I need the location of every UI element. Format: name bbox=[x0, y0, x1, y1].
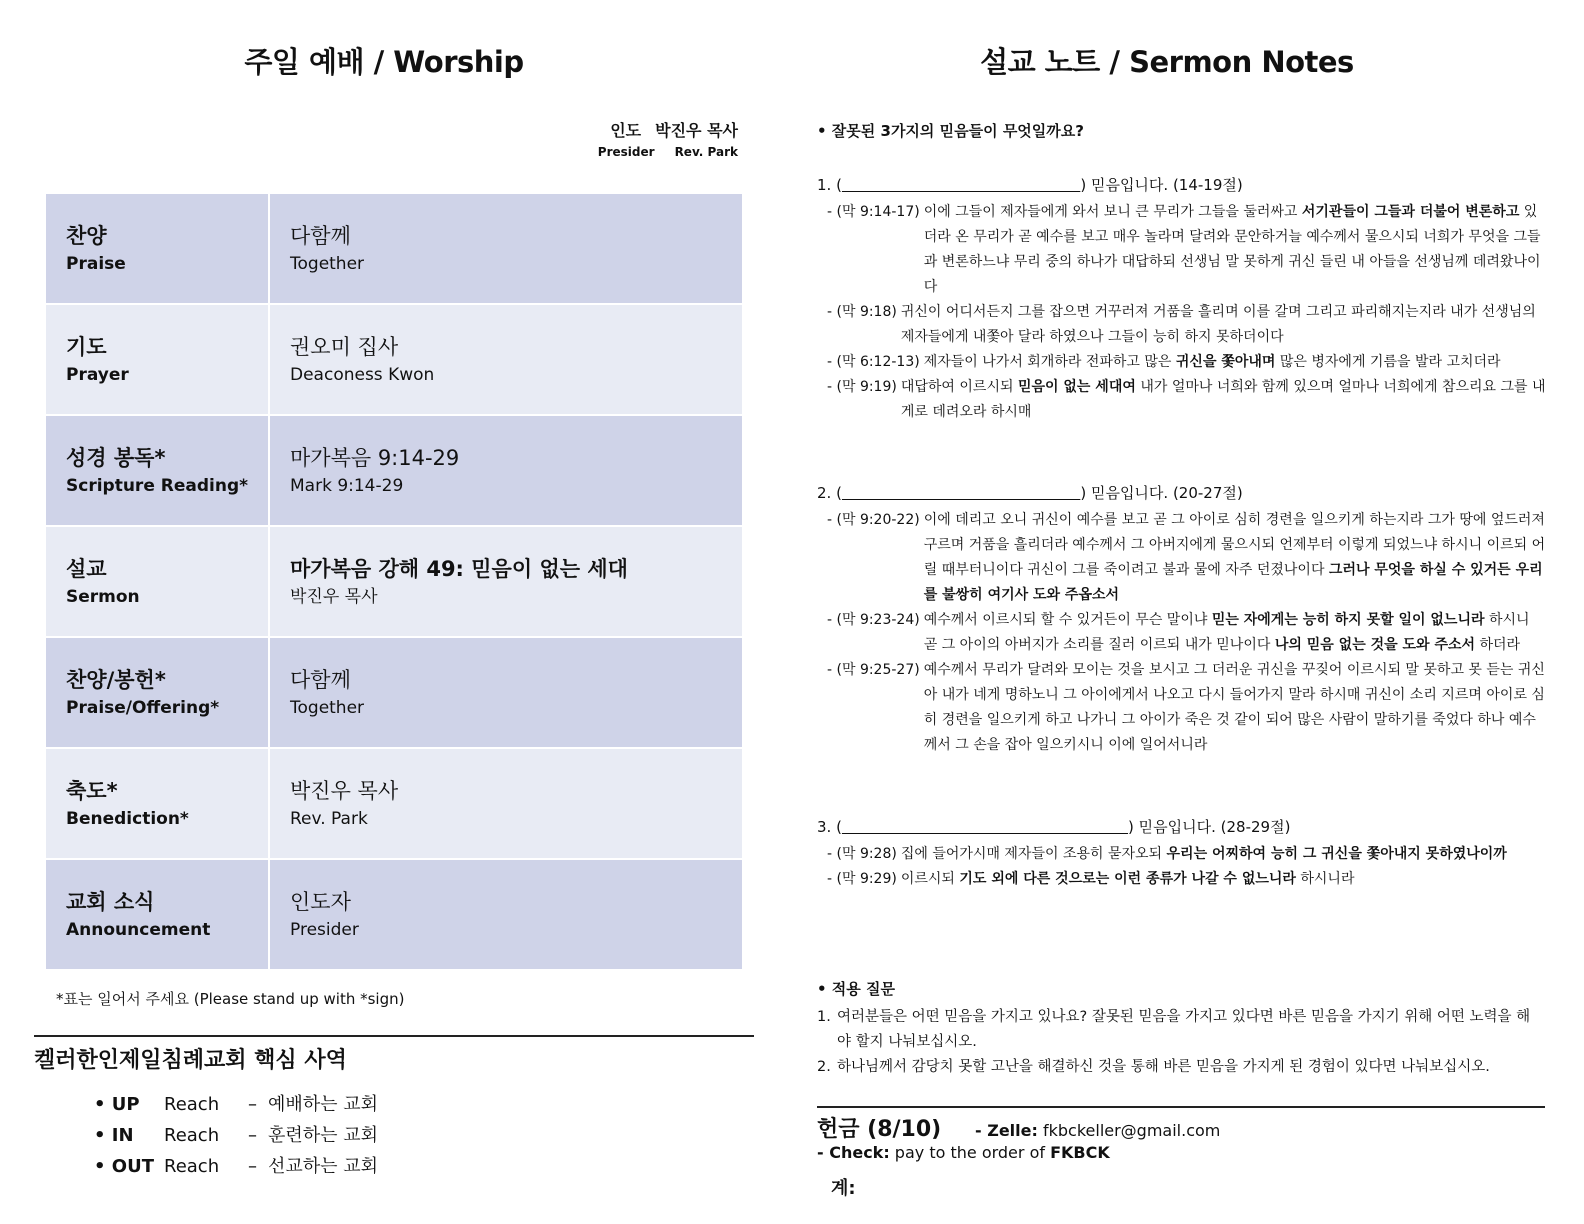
application-questions bbox=[817, 1005, 1537, 1080]
section-number: 1. ( bbox=[817, 176, 842, 194]
verse bbox=[817, 375, 1547, 425]
verse-text: 예수께서 이르시되 할 수 있거든이 무슨 말이냐 bbox=[923, 612, 1212, 628]
verse-emphasis: 귀신을 쫓아내며 bbox=[1175, 354, 1276, 370]
check-payee: FKBCK bbox=[1050, 1143, 1110, 1162]
leader-en: Deaconess Kwon bbox=[290, 364, 435, 385]
ministry-desc: 선교하는 교회 bbox=[268, 1156, 379, 1177]
item-en: Benediction* bbox=[66, 808, 189, 829]
section-close: ) 믿음입니다. (14-19절) bbox=[1080, 176, 1243, 194]
verse bbox=[817, 300, 1547, 350]
presider-name-ko: 박진우 목사 bbox=[655, 121, 738, 140]
sermon-section-3 bbox=[817, 816, 1547, 892]
verse-emphasis: 서기관들이 그들과 더불어 변론하고 bbox=[1301, 204, 1520, 220]
stand-note: *표는 일어서 주세요 (Please stand up with *sign) bbox=[56, 990, 405, 1008]
verse-emphasis-2: 나의 믿음 없는 것을 도와 주소서 bbox=[1274, 637, 1476, 653]
ministry-desc: 예배하는 교회 bbox=[268, 1094, 379, 1115]
leader-en: Together bbox=[290, 697, 365, 718]
section-number: 2. ( bbox=[817, 484, 842, 502]
offering-block bbox=[817, 1112, 1547, 1200]
ministry-key: UP bbox=[111, 1094, 140, 1115]
verse-text-rest: 많은 병자에게 기름을 발라 고치더라 bbox=[1275, 354, 1501, 370]
verse-emphasis: 믿는 자에게는 능히 하지 못할 일이 없느니라 bbox=[1211, 612, 1485, 628]
ministry-dash: – bbox=[248, 1094, 257, 1115]
sermon-section-1 bbox=[817, 174, 1547, 425]
verse bbox=[817, 350, 1547, 375]
verse-text: 이르시되 bbox=[900, 871, 960, 887]
item-ko: 찬양/봉헌* bbox=[66, 667, 166, 692]
question-text: 하나님께서 감당치 못할 고난을 해결하신 것을 통해 바른 믿음을 가지게 된 경험이 있다면 나눠보십시오. bbox=[837, 1059, 1490, 1075]
verse-emphasis: 우리는 어찌하여 능히 그 귀신을 쫓아내지 못하였나이까 bbox=[1166, 846, 1507, 862]
ministry-desc: 훈련하는 교회 bbox=[268, 1125, 379, 1146]
question-number: 1. bbox=[817, 1009, 831, 1025]
leader-en: Presider bbox=[290, 919, 359, 940]
ministry-item: • OUT Reach – 선교하는 교회 bbox=[94, 1156, 379, 1177]
verse-text-rest: 하시니라 bbox=[1295, 871, 1355, 887]
leader-ko: 권오미 집사 bbox=[290, 334, 399, 359]
verse bbox=[817, 200, 1547, 300]
ministry-reach: Reach bbox=[164, 1094, 220, 1115]
leader-ko: 다함께 bbox=[290, 667, 351, 692]
verse-ref: - (막 9:25-27) bbox=[827, 662, 920, 678]
section-number: 3. ( bbox=[817, 818, 842, 836]
verse-text: 대답하여 이르시되 bbox=[900, 379, 1018, 395]
verse-emphasis: 그러나 무엇을 하실 수 있거든 우리를 불쌍히 여기사 도와 주옵소서 bbox=[923, 562, 1543, 603]
leader-ko: 다함께 bbox=[290, 223, 351, 248]
sermon-section-2 bbox=[817, 482, 1547, 758]
item-en: Sermon bbox=[66, 586, 140, 607]
verse-ref: - (막 6:12-13) bbox=[827, 354, 920, 370]
leader-en: 박진우 목사 bbox=[290, 586, 378, 607]
item-ko: 교회 소식 bbox=[66, 889, 155, 914]
item-ko: 기도 bbox=[66, 334, 107, 359]
application-heading: • 적용 질문 bbox=[817, 980, 895, 998]
item-ko: 설교 bbox=[66, 556, 107, 581]
item-ko: 성경 봉독* bbox=[66, 445, 166, 470]
presider-name-en: Rev. Park bbox=[674, 145, 738, 159]
order-of-worship-table bbox=[44, 192, 744, 971]
verse-text: 이에 그들이 제자들에게 와서 보니 큰 무리가 그들을 둘러싸고 bbox=[923, 204, 1302, 220]
check-info bbox=[817, 1143, 1110, 1162]
offering-total-label: 계: bbox=[831, 1178, 856, 1199]
verse-text-rest: 하시니 곧 그 아이의 아버지가 소리를 질러 이르되 내가 믿나이다 bbox=[923, 612, 1530, 653]
verse-text: 예수께서 무리가 달려와 모이는 것을 보시고 그 더러운 귀신을 꾸짖어 이르시되 말 못하고 못 듣는 귀신아 내가 네게 명하노니 그 아이에게서 나오고 다시 들어가지 말라 하시매 귀신이 소리 지르며 아이로 심히 경련을 일으키게 하고 나가니 그 아이가 죽은 것 같이 되어 많은 사람이 말하기를 죽었다 하나 예수께서 그 손을 잡아 일으키시니 이에 일어서니라 bbox=[923, 662, 1545, 753]
verse-text-rest: 있더라 온 무리가 곧 예수를 보고 매우 놀라며 달려와 문안하거늘 예수께서 물으시되 너희가 무엇을 그들과 변론하느냐 무리 중의 하나가 대답하되 선생님 말 못하게 귀신 들린 내 아들을 선생님께 데려왔나이다 bbox=[923, 204, 1541, 295]
offering-label: 헌금 (8/10) bbox=[817, 1117, 942, 1142]
ministry-dash: – bbox=[248, 1125, 257, 1146]
verse-text: 집에 들어가시매 제자들이 조용히 묻자오되 bbox=[900, 846, 1167, 862]
verse-text-rest-2: 하더라 bbox=[1475, 637, 1521, 653]
item-ko: 축도* bbox=[66, 778, 118, 803]
section-close: ) 믿음입니다. (20-27절) bbox=[1080, 484, 1243, 502]
ministry-item: • IN Reach – 훈련하는 교회 bbox=[94, 1125, 379, 1146]
worship-title: 주일 예배 / Worship bbox=[244, 45, 524, 79]
verse-emphasis: 기도 외에 다른 것으로는 이런 종류가 나갈 수 없느니라 bbox=[959, 871, 1296, 887]
ministry-reach: Reach bbox=[164, 1125, 220, 1146]
worship-row bbox=[45, 748, 743, 859]
verse bbox=[817, 658, 1547, 758]
leader-en: Rev. Park bbox=[290, 808, 368, 829]
presider-label-en: Presider bbox=[597, 145, 655, 159]
ministry-list bbox=[94, 1090, 378, 1183]
item-en: Praise bbox=[66, 253, 126, 274]
item-en: Praise/Offering* bbox=[66, 697, 220, 718]
fill-in-blank[interactable] bbox=[842, 176, 1080, 194]
divider bbox=[34, 1035, 754, 1037]
worship-row bbox=[45, 526, 743, 637]
verse-ref: - (막 9:14-17) bbox=[827, 204, 920, 220]
divider bbox=[817, 1106, 1545, 1108]
verse-ref: - (막 9:29) bbox=[827, 871, 897, 887]
zelle-label: - Zelle: bbox=[975, 1121, 1038, 1140]
leader-en: Mark 9:14-29 bbox=[290, 475, 404, 496]
sermon-title: 마가복음 강해 49: 믿음이 없는 세대 bbox=[290, 556, 628, 581]
worship-row bbox=[45, 637, 743, 748]
leader-ko: 인도자 bbox=[290, 889, 351, 914]
check-text: pay to the order of bbox=[889, 1143, 1051, 1162]
item-ko: 찬양 bbox=[66, 223, 107, 248]
worship-row bbox=[45, 304, 743, 415]
verse-text: 이에 데리고 오니 귀신이 예수를 보고 곧 그 아이로 심히 경련을 일으키게 하는지라 그가 땅에 엎드러져 구르며 거품을 흘리더라 예수께서 그 아버지에게 물으시되 언제부터 이렇게 되었느냐 하시니 이르되 어릴 때부터니이다 귀신이 그를 죽이려고 불과 물에 자주 던졌나이다 bbox=[923, 512, 1546, 578]
application-question bbox=[817, 1055, 1537, 1080]
verse-emphasis: 믿음이 없는 세대여 bbox=[1017, 379, 1136, 395]
section-close: ) 믿음입니다. (28-29절) bbox=[1128, 818, 1291, 836]
ministry-key: IN bbox=[111, 1125, 134, 1146]
worship-row bbox=[45, 193, 743, 304]
verse-text: 귀신이 어디서든지 그를 잡으면 거꾸러져 거품을 흘리며 이를 갈며 그리고 파리해지는지라 내가 선생님의 제자들에게 내쫓아 달라 하였으나 그들이 능히 하지 못하더이다 bbox=[900, 304, 1536, 345]
question-heading: • 잘못된 3가지의 믿음들이 무엇일까요? bbox=[817, 122, 1084, 140]
zelle-info bbox=[975, 1121, 1257, 1140]
verse-ref: - (막 9:20-22) bbox=[827, 512, 920, 528]
verse-ref: - (막 9:18) bbox=[827, 304, 897, 320]
sermon-notes-page bbox=[817, 40, 1547, 1200]
ministry-dash: – bbox=[248, 1156, 257, 1177]
ministry-item: • UP Reach – 예배하는 교회 bbox=[94, 1094, 379, 1115]
ministry-title: 켈러한인제일침례교회 핵심 사역 bbox=[34, 1048, 347, 1073]
ministry-reach: Reach bbox=[164, 1156, 220, 1177]
presider-block bbox=[598, 118, 738, 159]
leader-ko: 박진우 목사 bbox=[290, 778, 399, 803]
leader-ko: 마가복음 9:14-29 bbox=[290, 445, 460, 470]
verse-text: 제자들이 나가서 회개하라 전파하고 많은 bbox=[923, 354, 1176, 370]
verse bbox=[817, 867, 1547, 892]
fill-in-blank[interactable] bbox=[842, 484, 1080, 502]
worship-row bbox=[45, 859, 743, 970]
sermon-notes-title: 설교 노트 / Sermon Notes bbox=[980, 45, 1354, 79]
zelle-email: fkbckeller@gmail.com bbox=[1037, 1121, 1221, 1140]
fill-in-blank[interactable] bbox=[842, 818, 1128, 836]
verse-ref: - (막 9:23-24) bbox=[827, 612, 920, 628]
verse bbox=[817, 842, 1547, 867]
item-en: Prayer bbox=[66, 364, 129, 385]
ministry-key: OUT bbox=[111, 1156, 154, 1177]
question-number: 2. bbox=[817, 1059, 831, 1075]
presider-label-ko: 인도 bbox=[610, 121, 642, 140]
worship-page bbox=[34, 40, 754, 1200]
item-en: Announcement bbox=[66, 919, 211, 940]
verse-ref: - (막 9:28) bbox=[827, 846, 897, 862]
verse-text-rest: 내가 얼마나 너희와 함께 있으며 얼마나 너희에게 참으리요 그를 내게로 데려오라 하시매 bbox=[900, 379, 1546, 420]
application-question bbox=[817, 1005, 1537, 1055]
worship-row bbox=[45, 415, 743, 526]
question-text: 여러분들은 어떤 믿음을 가지고 있나요? 잘못된 믿음을 가지고 있다면 바른 믿음을 가지기 위해 어떤 노력을 해야 할지 나눠보십시오. bbox=[837, 1009, 1531, 1050]
verse-ref: - (막 9:19) bbox=[827, 379, 897, 395]
item-en: Scripture Reading* bbox=[66, 475, 249, 496]
leader-en: Together bbox=[290, 253, 365, 274]
check-label: - Check: bbox=[817, 1143, 890, 1162]
verse bbox=[817, 508, 1547, 608]
verse bbox=[817, 608, 1547, 658]
